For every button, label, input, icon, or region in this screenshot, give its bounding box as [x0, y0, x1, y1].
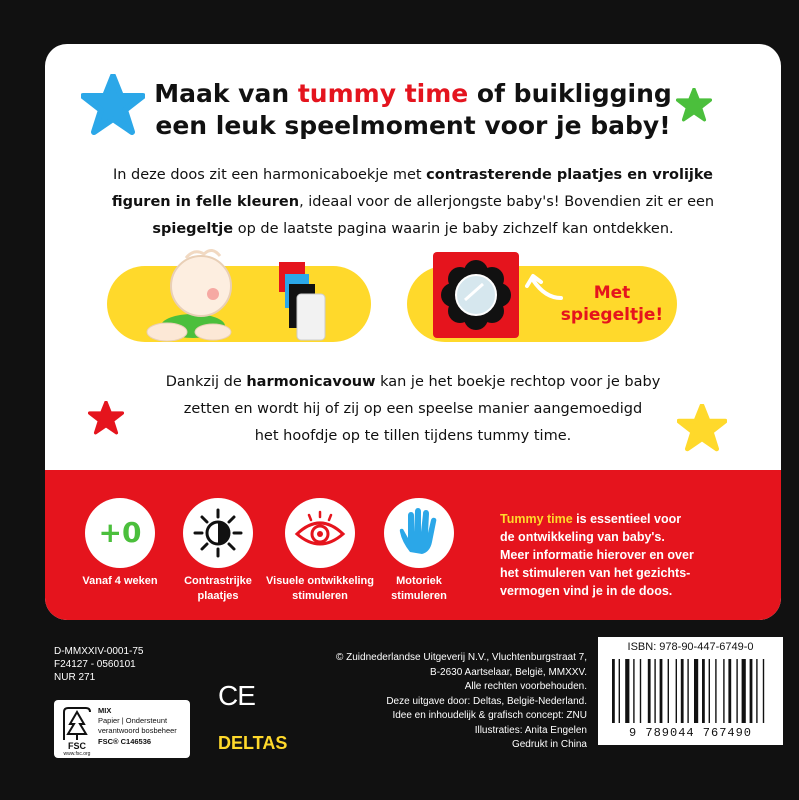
content-card: [45, 44, 781, 620]
fsc-label: [54, 700, 190, 758]
headline-line-1: Maak van tummy time of buikligging: [154, 79, 672, 108]
intro-line-1: In deze doos zit een harmonicaboekje met contrasterende plaatjes en vrolijke: [112, 167, 713, 183]
feature-motor: [384, 498, 454, 568]
hand-icon: [384, 498, 454, 568]
intro-line-2: figuren in felle kleuren, ideaal voor de allerjongste baby's! Bovendien zit er een: [111, 194, 715, 210]
intro-paragraph: [45, 162, 781, 243]
product-codes: D-MMXXIV-0001-75 F24127 - 0560101 NUR 271: [54, 646, 144, 683]
mirror-panel: [407, 266, 677, 342]
baby-illustration: [131, 234, 251, 344]
mirror-flower-icon: [433, 252, 519, 338]
harmonica-paragraph: [45, 369, 781, 450]
harmonica-line-3: het hoofdje op te tillen tijdens tummy time.: [254, 428, 572, 444]
ce-mark: CE: [218, 680, 255, 711]
isbn-digits: 9 789044 767490: [628, 726, 753, 740]
features-band: [45, 470, 781, 620]
harmonica-line-2: zetten en wordt hij of zij op een speelse manier aangemoedigd: [183, 401, 643, 417]
feature-label-motor: Motoriek stimuleren: [391, 575, 447, 602]
fsc-text: MIX Papier | Ondersteunt verantwoord bosbeheer FSC® C146536: [98, 706, 177, 746]
baby-illustration-panel: [107, 266, 371, 342]
feature-label-contrast: Contrastrijke plaatjes: [184, 575, 252, 602]
fsc-logo-text: FSC: [68, 741, 86, 751]
feature-contrast: [183, 498, 253, 568]
fsc-tree-logo-icon: [60, 704, 94, 744]
feature-label-visual: Visuele ontwikkeling stimuleren: [266, 575, 374, 602]
age-badge-text: +0: [98, 516, 142, 549]
feature-label-age: Vanaf 4 weken: [82, 575, 158, 587]
contrast-sun-icon: [183, 498, 253, 568]
publisher-logo: DELTAS: [218, 733, 288, 753]
tummy-time-info: Tummy time is essentieel voor de ontwikkeling van baby's. Meer informatie hierover en over het stimuleren van het gezichts- vermogen vind je in de doos.: [500, 512, 694, 598]
feature-visual: [285, 498, 355, 568]
mirror-badge-text: Met spiegeltje!: [560, 283, 664, 325]
copyright-block: © Zuidnederlandse Uitgeverij N.V., Vluchtenburgstraat 7, B-2630 Aartselaar, België, MMXXV. Alle rechten voorbehouden. Deze uitgave door: Deltas, België-Nederland. Idee en inhoudelijk & grafisch concept: ZNU Illustraties: Anita Engelen Gedrukt in China: [335, 652, 587, 750]
barcode-icon: [612, 659, 772, 723]
headline-line-2: een leuk speelmoment voor je baby!: [155, 111, 671, 140]
book-illustration: [275, 258, 335, 344]
age-badge: [85, 498, 155, 568]
fsc-url: www.fsc.org: [63, 751, 91, 757]
isbn-label: ISBN: 978-90-447-6749-0: [627, 641, 754, 653]
harmonica-line-1: Dankzij de harmonicavouw kan je het boekje rechtop voor je baby: [165, 374, 661, 390]
intro-line-3: spiegeltje op de laatste pagina waarin je baby zichzelf kan ontdekken.: [152, 221, 674, 237]
barcode-box: [598, 637, 783, 745]
eye-icon: [285, 498, 355, 568]
